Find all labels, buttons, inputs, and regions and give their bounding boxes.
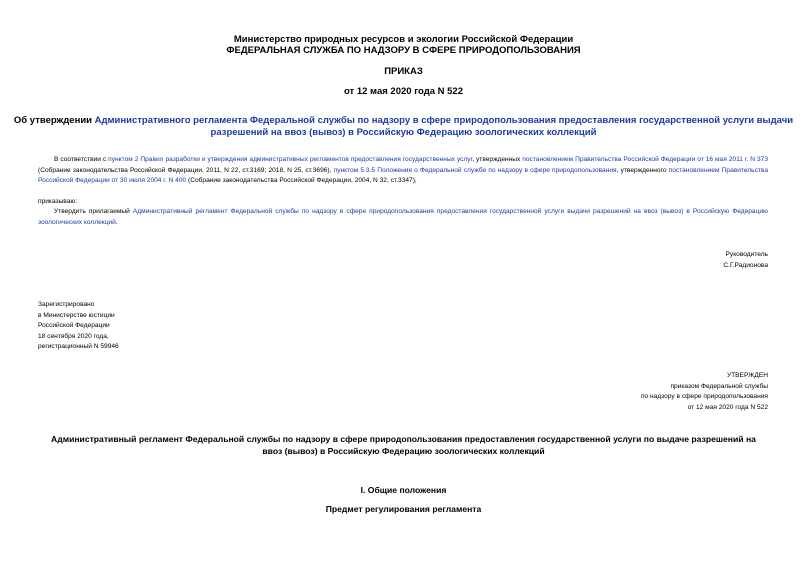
registration-line: Зарегистрировано <box>38 301 95 308</box>
registration-block <box>38 300 119 353</box>
regulation-title-line: Административный регламент Федеральной службы по надзору в сфере природопользования предоставления государственной услуги по выдаче разрешений на <box>51 434 756 444</box>
resolution-373-link[interactable]: постановлением Правительства Российской Федерации от 16 мая 2011 г. N 373 <box>522 156 769 163</box>
approval-line: приказом Федеральной службы <box>670 382 768 390</box>
preamble-paragraph <box>38 155 768 187</box>
p1-text-5: (Собрание законодательства Российской Федерации, 2004, N 32, ст.3347), <box>186 177 417 184</box>
ministry-name: Министерство природных ресурсов и экологии Российской Федерации <box>233 34 574 45</box>
registration-line: 18 сентября 2020 года, <box>38 332 109 340</box>
signature-position: Руководитель <box>725 251 768 258</box>
registration-line: в Министерстве юстиции <box>38 311 115 319</box>
service-name: ФЕДЕРАЛЬНАЯ СЛУЖБА ПО НАДЗОРУ В СФЕРЕ ПРИРОДОПОЛЬЗОВАНИЯ <box>226 45 581 56</box>
regulation-link-cont[interactable]: разрешений на ввоз (вывоз) в Российскую Федерацию зоологических коллекций <box>210 126 597 138</box>
p1-text-2: , утвержденных <box>472 156 523 163</box>
order-title-prefix: Об утверждении <box>13 115 95 126</box>
regulation-title <box>0 434 807 457</box>
approval-line: по надзору в сфере природопользования <box>640 393 768 400</box>
p1-text-1: В соответствии с <box>54 156 109 163</box>
p2-text-1: Утвердить прилагаемый <box>54 208 133 215</box>
clause-535-link[interactable]: пунктом 5.3.5 Положения о Федеральной службе по надзору в сфере природопользования <box>333 166 617 174</box>
registration-line: Российской Федерации <box>38 322 110 329</box>
registration-line: регистрационный N 59946 <box>38 343 119 350</box>
order-date-number: от 12 мая 2020 года N 522 <box>343 86 464 97</box>
order-title <box>0 115 807 138</box>
p1-text-3: (Собрание законодательства Российской Федерации, 2011, N 22, ст.3169; 2018, N 25, ст.3696), <box>38 166 334 174</box>
signature-name: С.Г.Радионова <box>723 261 768 269</box>
approval-block <box>520 371 768 413</box>
subsection-heading: Предмет регулирования регламента <box>325 504 482 514</box>
order-word: приказываю: <box>38 198 78 205</box>
signature-block <box>560 250 768 271</box>
regulation-link[interactable]: Административного регламента Федеральной службы по надзору в сфере природопользования предоставления государственной услуги выдачи <box>94 115 794 126</box>
approval-line: от 12 мая 2020 года N 522 <box>687 403 768 411</box>
p1-text-4: , утвержденного <box>616 166 669 174</box>
section-heading: I. Общие положения <box>360 485 447 495</box>
rules-link[interactable]: пунктом 2 Правил разработки и утверждения административных регламентов предоставления государственных услуг <box>108 156 473 163</box>
p2-text-2: . <box>115 218 118 226</box>
approve-paragraph <box>38 207 768 228</box>
regulation-title-line: ввоз (вывоз) в Российскую Федерацию зоологических коллекций <box>262 445 545 456</box>
resolution-400-link[interactable]: постановлением Правительства Российской Федерации от 30 июля 2004 г. N 400 <box>38 166 769 184</box>
doc-type: ПРИКАЗ <box>384 66 423 77</box>
approved-regulation-link[interactable]: Административный регламент Федеральной службы по надзору в сфере природопользования предоставления государственной услуги выдачи разрешений на ввоз (вывоз) в Российскую Федерацию зоологических коллекций <box>38 208 768 226</box>
approval-line: УТВЕРЖДЕН <box>726 372 768 379</box>
